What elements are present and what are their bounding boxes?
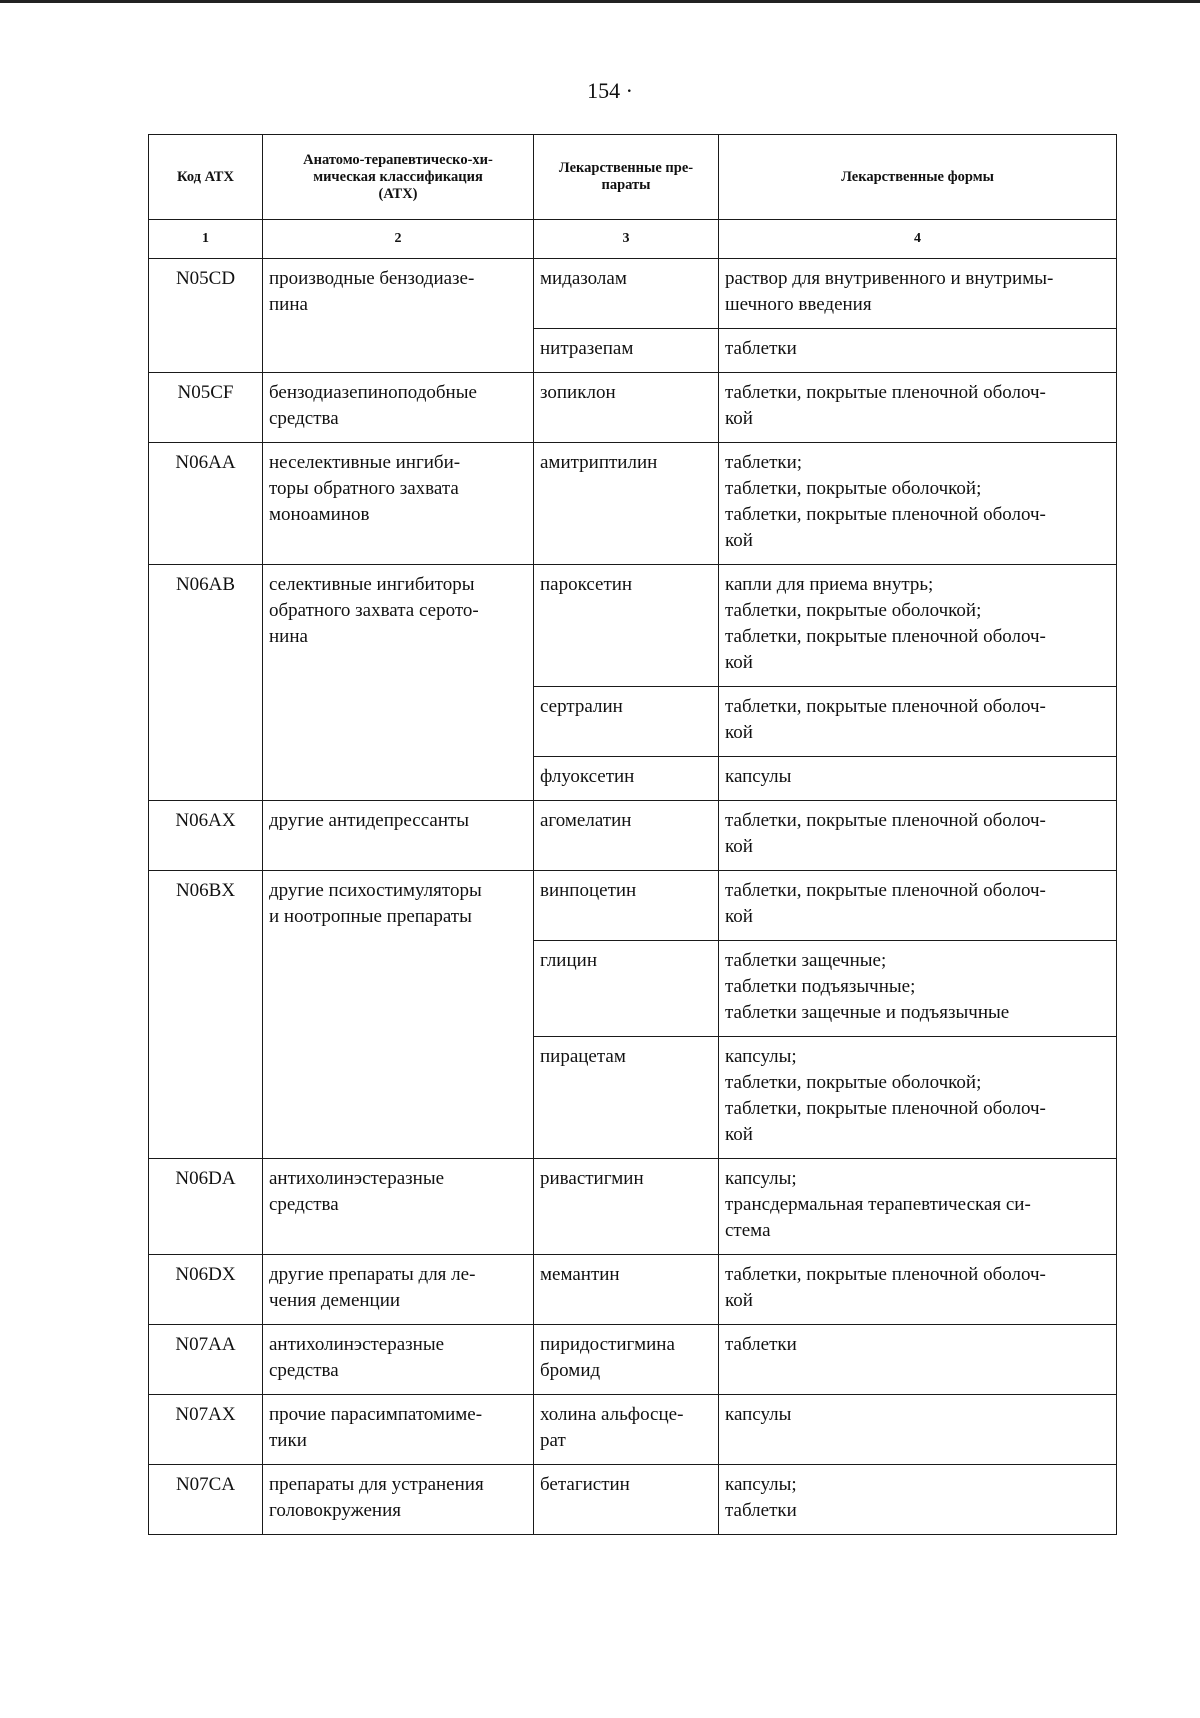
atx-classification: другие препараты для ле- чения деменции [263,1255,534,1325]
page-number: 154 · [587,78,633,103]
dosage-forms: капсулы [719,757,1117,801]
atx-classification: неселективные ингиби- торы обратного захвата моноаминов [263,443,534,565]
dosage-forms: капсулы [719,1395,1117,1465]
dosage-forms: таблетки, покрытые пленочной оболоч- кой [719,801,1117,871]
atx-code: N07CA [149,1465,263,1535]
column-number: 4 [719,220,1117,259]
dosage-forms: раствор для внутривенного и внутримы- шечного введения [719,259,1117,329]
drug-name: флуоксетин [534,757,719,801]
dosage-forms: таблетки, покрытые пленочной оболоч- кой [719,687,1117,757]
header-drugs: Лекарственные пре- параты [534,135,719,220]
header-forms: Лекарственные формы [719,135,1117,220]
atx-classification: селективные ингибиторы обратного захвата серото- нина [263,565,534,801]
column-number-row [149,220,1117,259]
atx-classification: другие антидепрессанты [263,801,534,871]
dosage-forms: таблетки защечные; таблетки подъязычные; таблетки защечные и подъязычные [719,941,1117,1037]
drug-name: агомелатин [534,801,719,871]
atx-code: N06AB [149,565,263,801]
atx-code: N05CF [149,373,263,443]
table-row [149,565,1117,687]
atx-code: N06AA [149,443,263,565]
drug-name: глицин [534,941,719,1037]
atx-table [148,134,1117,1535]
drug-name: холина альфосце- рат [534,1395,719,1465]
top-edge-line [0,0,1200,3]
drug-name: ривастигмин [534,1159,719,1255]
atx-classification: прочие парасимпатомиме- тики [263,1395,534,1465]
dosage-forms: таблетки [719,1325,1117,1395]
table-row [149,1255,1117,1325]
table-row [149,1465,1117,1535]
dosage-forms: таблетки; таблетки, покрытые оболочкой; таблетки, покрытые пленочной оболоч- кой [719,443,1117,565]
table-row [149,443,1117,565]
drug-name: нитразепам [534,329,719,373]
atx-classification: препараты для устранения головокружения [263,1465,534,1535]
atx-classification: бензодиазепиноподобные средства [263,373,534,443]
dosage-forms: таблетки, покрытые пленочной оболоч- кой [719,373,1117,443]
drug-name: бетагистин [534,1465,719,1535]
dosage-forms: таблетки [719,329,1117,373]
atx-classification: антихолинэстеразные средства [263,1159,534,1255]
drug-name: пароксетин [534,565,719,687]
atx-classification: антихолинэстеразные средства [263,1325,534,1395]
drug-name: пиридостигмина бромид [534,1325,719,1395]
dosage-forms: таблетки, покрытые пленочной оболоч- кой [719,871,1117,941]
column-number: 3 [534,220,719,259]
column-number: 1 [149,220,263,259]
atx-code: N07AA [149,1325,263,1395]
atx-code: N05CD [149,259,263,373]
drug-name: сертралин [534,687,719,757]
atx-code: N06BX [149,871,263,1159]
drug-name: мемантин [534,1255,719,1325]
drug-name: зопиклон [534,373,719,443]
atx-classification: производные бензодиазе- пина [263,259,534,373]
table-row [149,801,1117,871]
drug-name: винпоцетин [534,871,719,941]
dosage-forms: капсулы; таблетки [719,1465,1117,1535]
header-code: Код АТХ [149,135,263,220]
table-row [149,871,1117,941]
drug-name: пирацетам [534,1037,719,1159]
table-row [149,259,1117,329]
dosage-forms: капсулы; таблетки, покрытые оболочкой; таблетки, покрытые пленочной оболоч- кой [719,1037,1117,1159]
dosage-forms: таблетки, покрытые пленочной оболоч- кой [719,1255,1117,1325]
header-row [149,135,1117,220]
drug-name: амитриптилин [534,443,719,565]
atx-code: N06AX [149,801,263,871]
table-row [149,1159,1117,1255]
atx-code: N06DA [149,1159,263,1255]
atx-code: N06DX [149,1255,263,1325]
dosage-forms: капсулы; трансдермальная терапевтическая си- стема [719,1159,1117,1255]
dosage-forms: капли для приема внутрь; таблетки, покрытые оболочкой; таблетки, покрытые пленочной оболоч- кой [719,565,1117,687]
atx-classification: другие психостимуляторы и ноотропные препараты [263,871,534,1159]
table-row [149,373,1117,443]
drug-name: мидазолам [534,259,719,329]
header-classification: Анатомо-терапевтическо-хи- мическая классификация (АТХ) [263,135,534,220]
column-number: 2 [263,220,534,259]
atx-code: N07AX [149,1395,263,1465]
table-row [149,1325,1117,1395]
table-row [149,1395,1117,1465]
